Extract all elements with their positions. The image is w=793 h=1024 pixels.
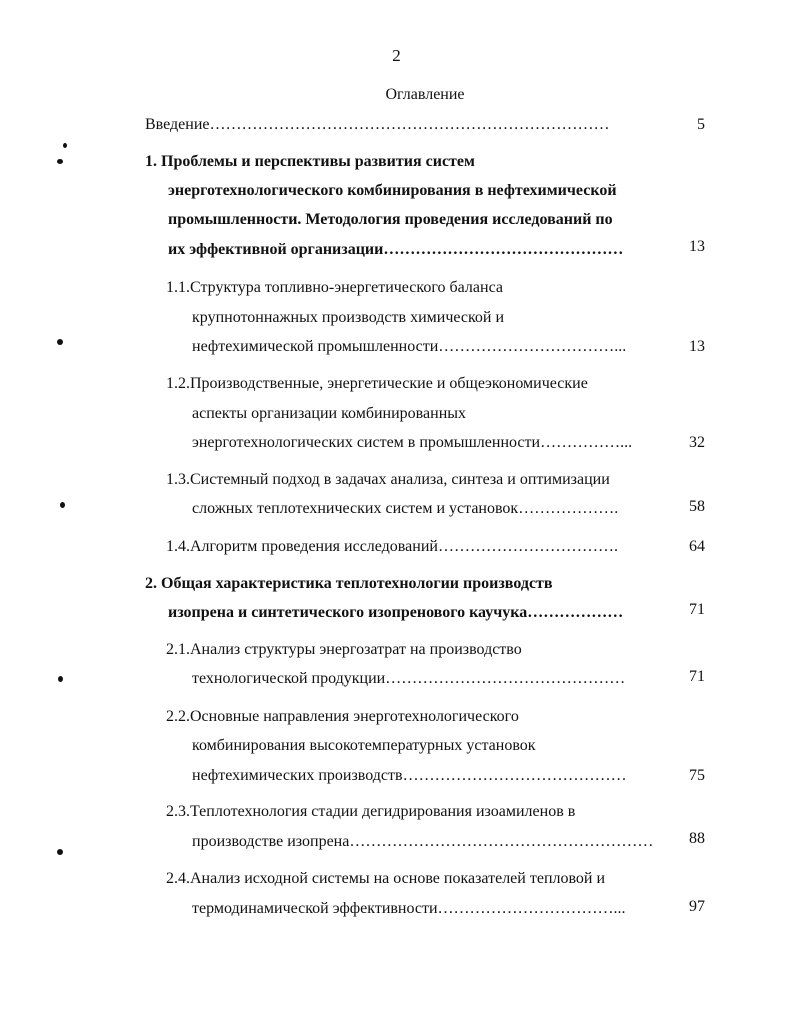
entry-line: технологической продукции……………………………………… [192,670,626,687]
entry-line: 2.3.Теплотехнология стадии дегидрирования изоамиленов в [166,803,576,820]
entry-line: 1.2.Производственные, энергетические и общеэкономические [166,375,588,392]
entry-line: нефтехимических производств…………………………………… [192,767,627,784]
scan-mark [57,159,63,164]
toc-title: Оглавление [385,86,465,103]
scan-mark [63,143,67,148]
entry-line: нефтехимической промышленности……………………………... [192,338,627,355]
entry-page: 32 [689,434,705,451]
scan-mark [58,676,63,682]
entry-line: 1.1.Структура топливно-энергетического баланса [166,279,503,296]
entry-page: 64 [689,538,705,555]
entry-line: аспекты организации комбинированных [192,405,466,422]
entry-page: 75 [689,767,705,784]
entry-line: их эффективной организации……………………………………… [168,241,624,258]
scan-mark [57,849,63,855]
entry-line: 2.2.Основные направления энерготехнологического [166,708,519,725]
entry-page: 5 [697,116,705,133]
entry-line: крупнотоннажных производств химической и [192,309,505,326]
entry-line: энерготехнологических систем в промышленности……………... [192,434,633,451]
entry-line: 2.1.Анализ структуры энергозатрат на производство [166,641,522,658]
entry-line: 2. Общая характеристика теплотехнологии производств [145,575,553,592]
entry-line: 1. Проблемы и перспективы развития систем [145,153,475,170]
entry-line: энерготехнологического комбинирования в нефтехимической [168,182,617,199]
entry-page: 88 [689,830,705,847]
entry-line: комбинирования высокотемпературных установок [192,737,536,754]
entry-page: 97 [689,898,705,915]
entry-line: 1.4.Алгоритм проведения исследований……………………………. [166,538,618,555]
entry-page: 71 [689,668,705,685]
entry-line: Введение………………………………………………………………… [145,116,610,133]
entry-line: сложных теплотехнических систем и установок………………. [192,500,619,517]
entry-page: 58 [689,498,705,515]
scan-mark [60,502,65,508]
entry-page: 13 [689,238,705,255]
entry-line: производстве изопрена………………………………………………… [192,833,654,850]
page-number: 2 [392,46,401,65]
entry-line: термодинамической эффективности……………………………... [192,900,626,917]
entry-line: 1.3.Системный подход в задачах анализа, синтеза и оптимизации [166,471,610,488]
scan-mark [57,339,63,345]
entry-line: 2.4.Анализ исходной системы на основе показателей тепловой и [166,870,606,887]
entry-line: промышленности. Методология проведения исследований по [168,211,613,228]
entry-page: 13 [689,338,705,355]
entry-line: изопрена и синтетического изопренового каучука……………… [168,604,624,621]
entry-page: 71 [689,601,705,618]
